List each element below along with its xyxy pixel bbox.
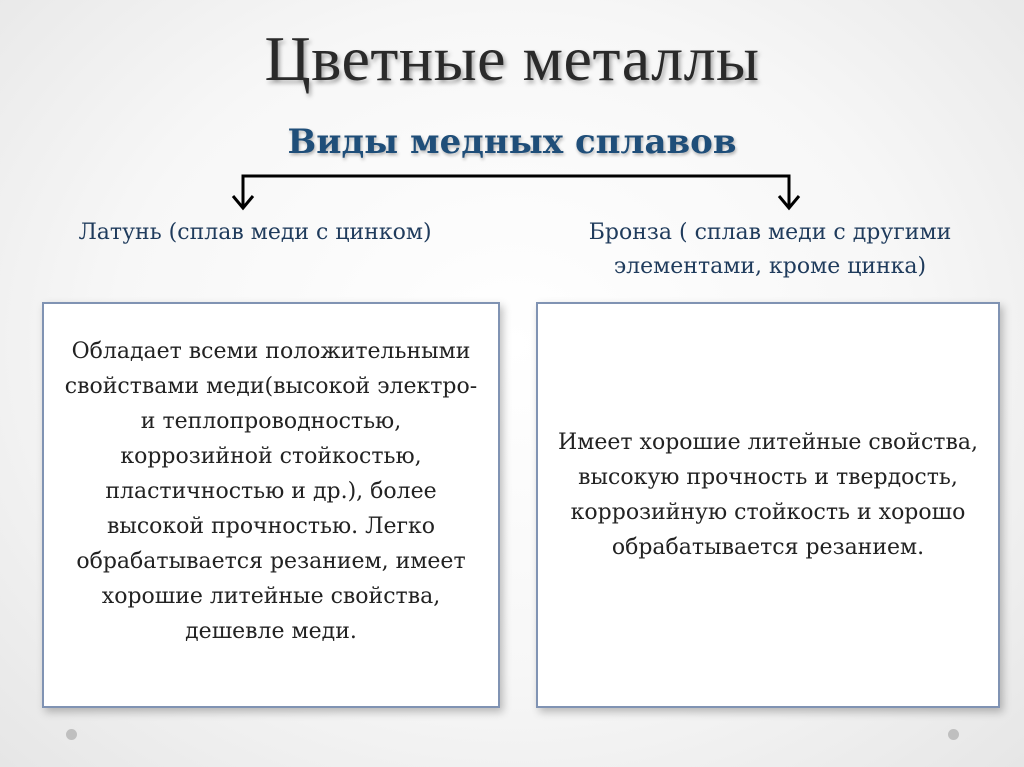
decorative-dot-right: [948, 729, 959, 740]
bronze-description: Имеет хорошие литейные свойства, высокую прочность и твердость, коррозийную стойкость и хорошо обрабатывается резанием.: [558, 430, 978, 560]
decorative-dot-left: [66, 729, 77, 740]
slide-title: Цветные металлы: [264, 23, 760, 94]
connector-bracket: [243, 176, 789, 206]
bronze-description-box: [536, 302, 1000, 708]
branch-label-bronze: Бронза ( сплав меди с другими элементами, кроме цинка): [588, 220, 952, 279]
branch-label-brass: Латунь (сплав меди с цинком): [78, 220, 432, 245]
brass-description-box: [42, 302, 500, 708]
brass-description: Обладает всеми положительными свойствами меди(высокой электро- и теплопроводностью, коррозийной стойкостью, пластичностью и др.), более высокой прочностью. Легко обрабатывается резанием, имеет хорошие литейные свойства, дешевле меди.: [64, 338, 478, 644]
slide-subtitle: Виды медных сплавов: [287, 122, 737, 162]
